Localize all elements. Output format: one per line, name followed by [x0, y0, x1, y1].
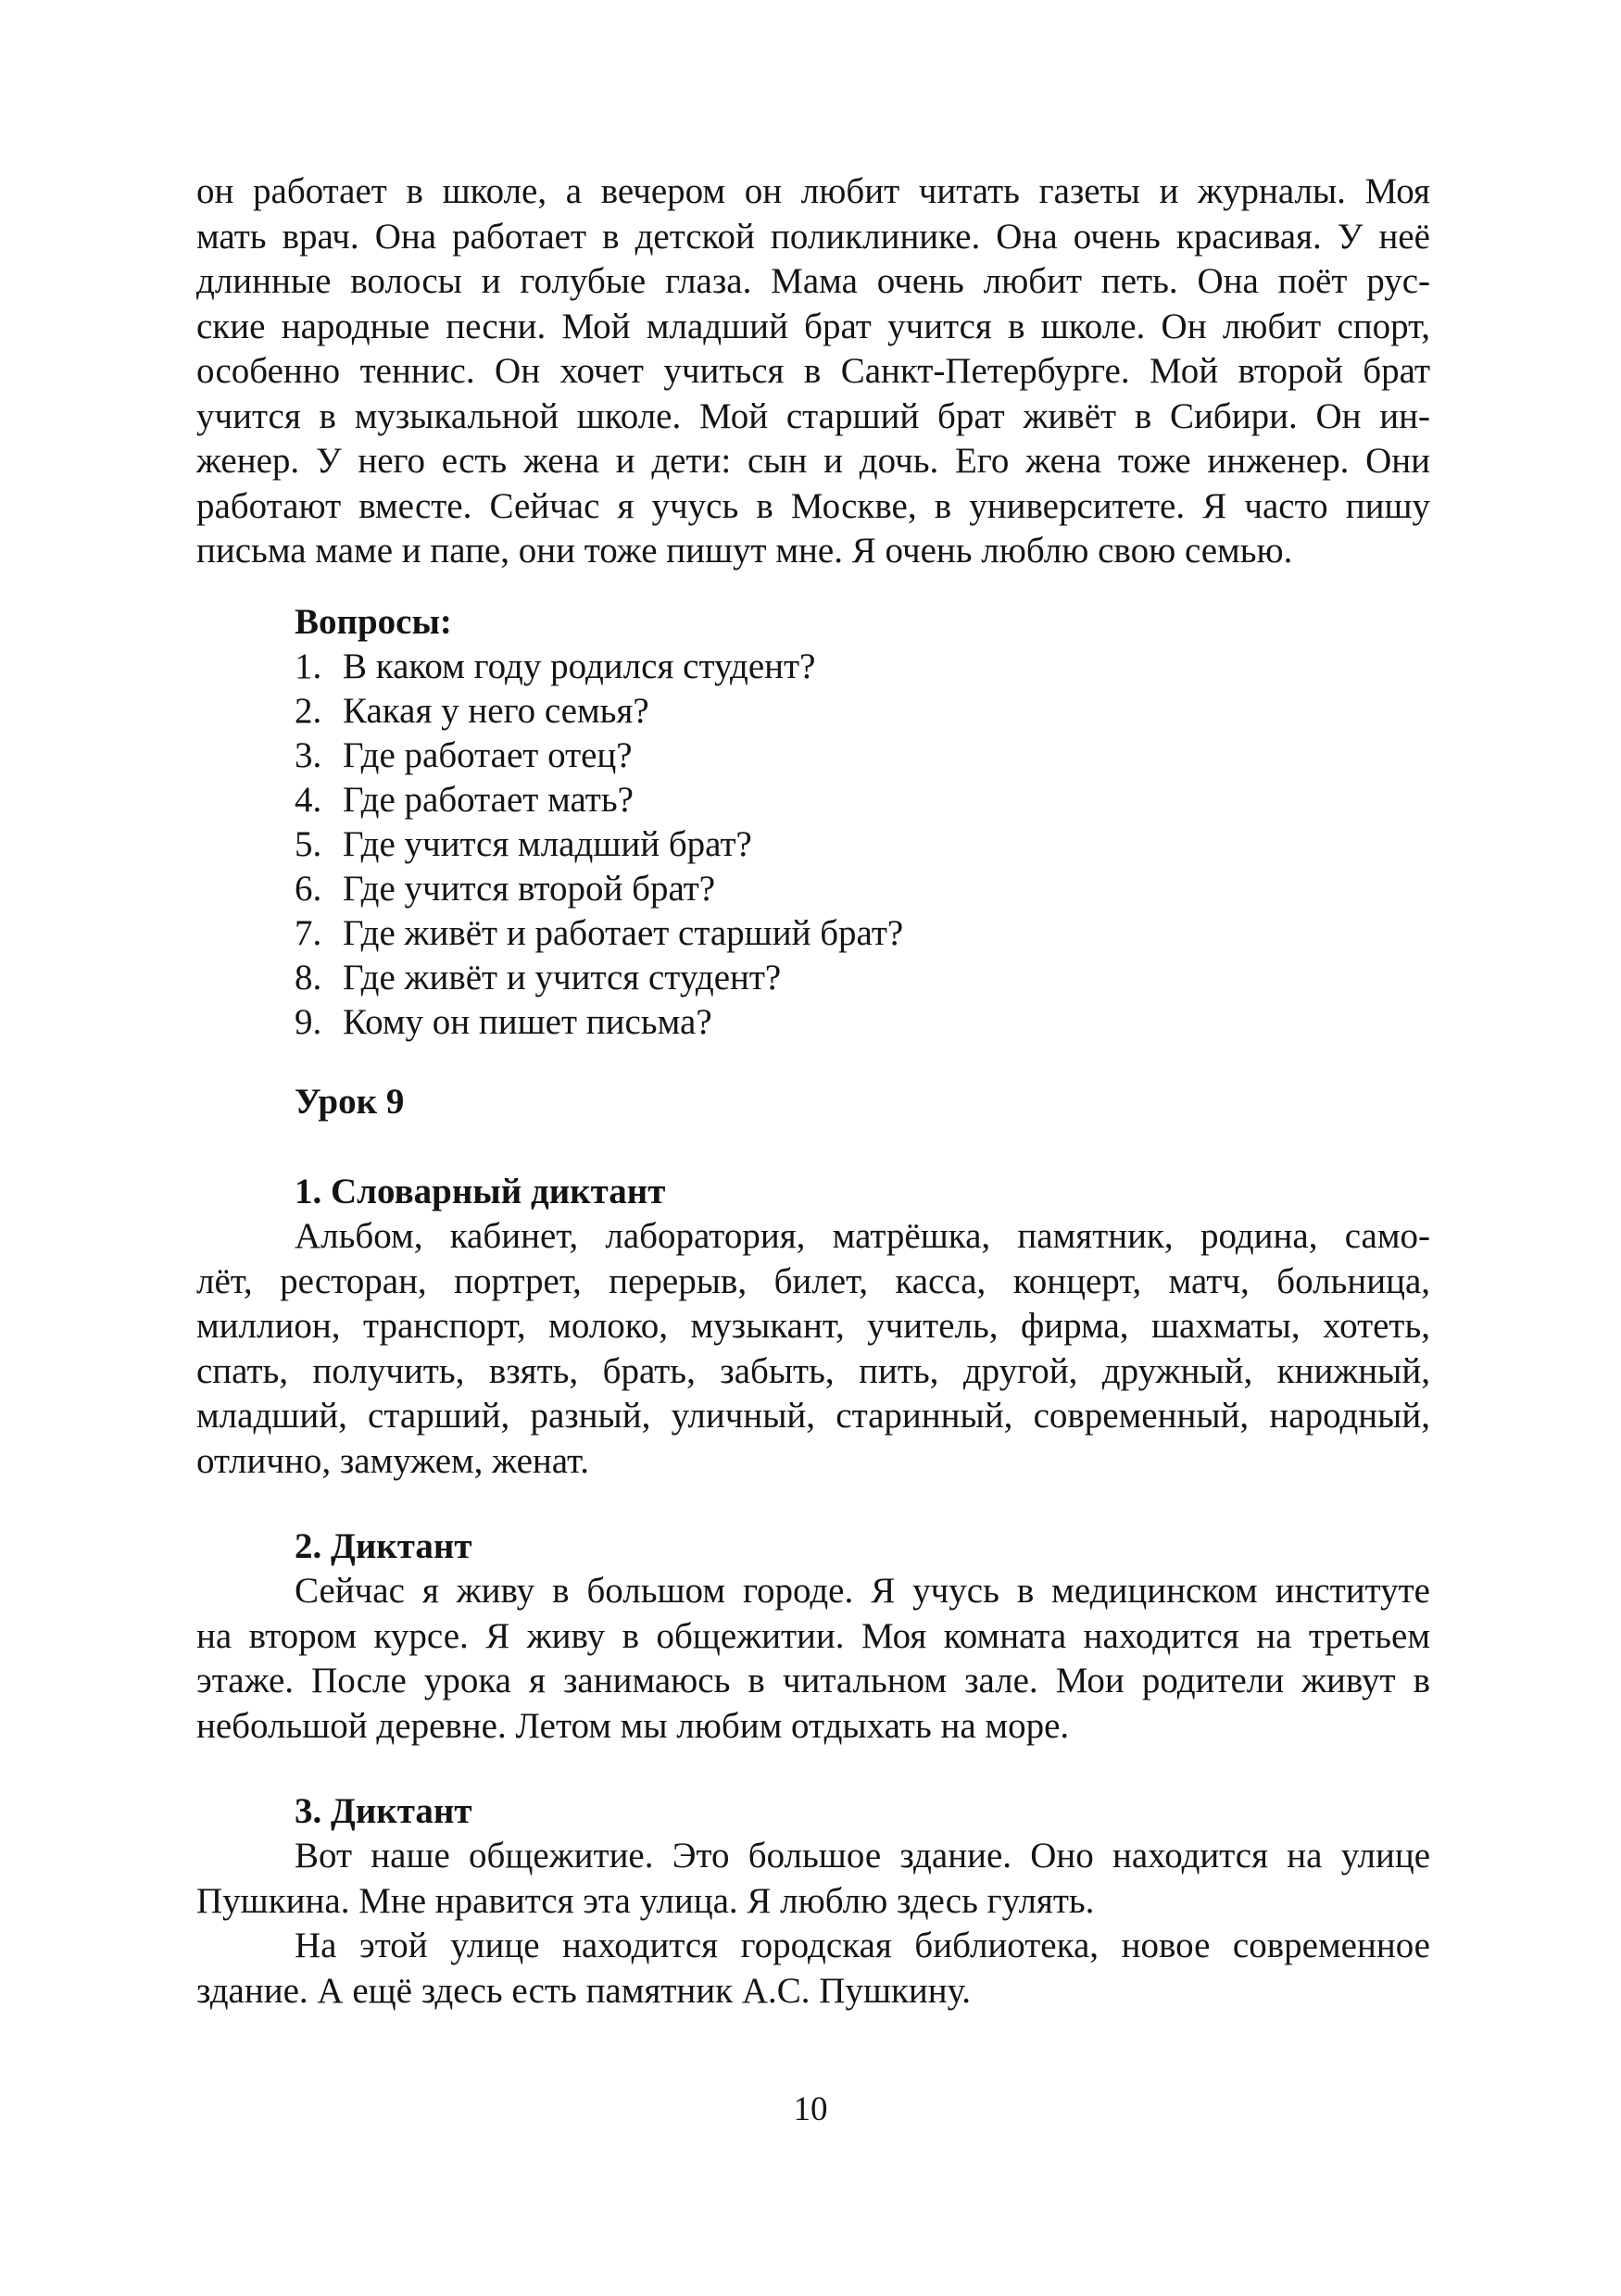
- text-line: небольшой деревне. Летом мы любим отдыхать на море.: [196, 1705, 1070, 1746]
- list-item: [295, 1000, 903, 1045]
- section-heading: 2. Диктант: [295, 1526, 472, 1566]
- list-item: [295, 956, 903, 1000]
- text-line: особенно теннис. Он хочет учиться в Санкт-Петербурге. Мой второй брат: [196, 351, 1430, 391]
- lesson-title: Урок 9: [295, 1082, 405, 1122]
- text-line: младший, старший, разный, уличный, старинный, современный, народный,: [196, 1396, 1430, 1436]
- question-text: Где работает отец?: [343, 735, 633, 775]
- text-line: он работает в школе, а вечером он любит читать газеты и журналы. Моя: [196, 171, 1430, 211]
- list-item: [295, 689, 903, 734]
- text-line: На этой улице находится городская библиотека, новое современное: [295, 1926, 1430, 1965]
- text-line: спать, получить, взять, брать, забыть, пить, другой, дружный, книжный,: [196, 1350, 1430, 1391]
- list-item: [295, 778, 903, 822]
- section1-paragraph: [196, 1214, 1430, 1484]
- question-number: 2.: [295, 691, 322, 731]
- text-line: здание. А ещё здесь есть памятник А.С. Пушкину.: [196, 1970, 972, 2011]
- question-number: 7.: [295, 913, 322, 953]
- list-item: [295, 822, 903, 867]
- questions-heading: Вопросы:: [295, 602, 452, 642]
- list-item: [295, 911, 903, 956]
- list-item: [295, 867, 903, 911]
- text-line: миллион, транспорт, молоко, музыкант, учитель, фирма, шахматы, хотеть,: [196, 1306, 1430, 1346]
- question-number: 6.: [295, 869, 322, 909]
- text-line: ские народные песни. Мой младший брат учится в школе. Он любит спорт,: [196, 306, 1430, 346]
- text-line: женер. У него есть жена и дети: сын и дочь. Его жена тоже инженер. Они: [196, 441, 1430, 481]
- question-text: В каком году родился студент?: [343, 646, 816, 686]
- question-number: 1.: [295, 646, 322, 686]
- text-line: учится в музыкальной школе. Мой старший брат живёт в Сибири. Он ин-: [196, 395, 1430, 436]
- intro-paragraph: [196, 169, 1430, 574]
- text-line: Вот наше общежитие. Это большое здание. Оно находится на улице: [295, 1836, 1430, 1876]
- questions-list: [295, 645, 903, 1045]
- section-heading: 1. Словарный диктант: [295, 1172, 666, 1211]
- list-item: [295, 645, 903, 689]
- text-line: письма маме и папе, они тоже пишут мне. Я очень люблю свою семью.: [196, 531, 1293, 571]
- question-number: 8.: [295, 958, 322, 997]
- question-number: 3.: [295, 735, 322, 775]
- text-line: на втором курсе. Я живу в общежитии. Моя комната находится на третьем: [196, 1615, 1430, 1656]
- text-line: Сейчас я живу в большом городе. Я учусь в медицинском институте: [295, 1571, 1430, 1611]
- text-line: работают вместе. Сейчас я учусь в Москве, в университете. Я часто пишу: [196, 485, 1430, 526]
- question-text: Где живёт и работает старший брат?: [343, 913, 904, 953]
- page-number: 10: [793, 2090, 828, 2128]
- text-line: Пушкина. Мне нравится эта улица. Я люблю здесь гулять.: [196, 1880, 1095, 1921]
- section-heading: 3. Диктант: [295, 1791, 472, 1831]
- question-text: Где живёт и учится студент?: [343, 958, 782, 997]
- text-line: этаже. После урока я занимаюсь в читальном зале. Мои родители живут в: [196, 1661, 1430, 1700]
- question-text: Какая у него семья?: [343, 691, 649, 731]
- text-line: Альбом, кабинет, лаборатория, матрёшка, памятник, родина, само-: [295, 1216, 1430, 1256]
- question-number: 5.: [295, 824, 322, 864]
- text-line: лёт, ресторан, портрет, перерыв, билет, касса, концерт, матч, больница,: [196, 1261, 1430, 1301]
- question-text: Где учится второй брат?: [343, 869, 716, 909]
- text-line: отлично, замужем, женат.: [196, 1440, 589, 1481]
- question-text: Где учится младший брат?: [343, 824, 752, 864]
- question-number: 4.: [295, 780, 322, 820]
- text-line: длинные волосы и голубые глаза. Мама очень любит петь. Она поёт рус-: [196, 261, 1430, 301]
- question-text: Где работает мать?: [343, 780, 634, 820]
- list-item: [295, 734, 903, 778]
- section3-paragraph: [196, 1834, 1430, 2014]
- question-text: Кому он пишет письма?: [343, 1002, 712, 1042]
- text-line: мать врач. Она работает в детской поликлинике. Она очень красивая. У неё: [196, 216, 1430, 257]
- section2-paragraph: [196, 1569, 1430, 1749]
- question-number: 9.: [295, 1002, 322, 1042]
